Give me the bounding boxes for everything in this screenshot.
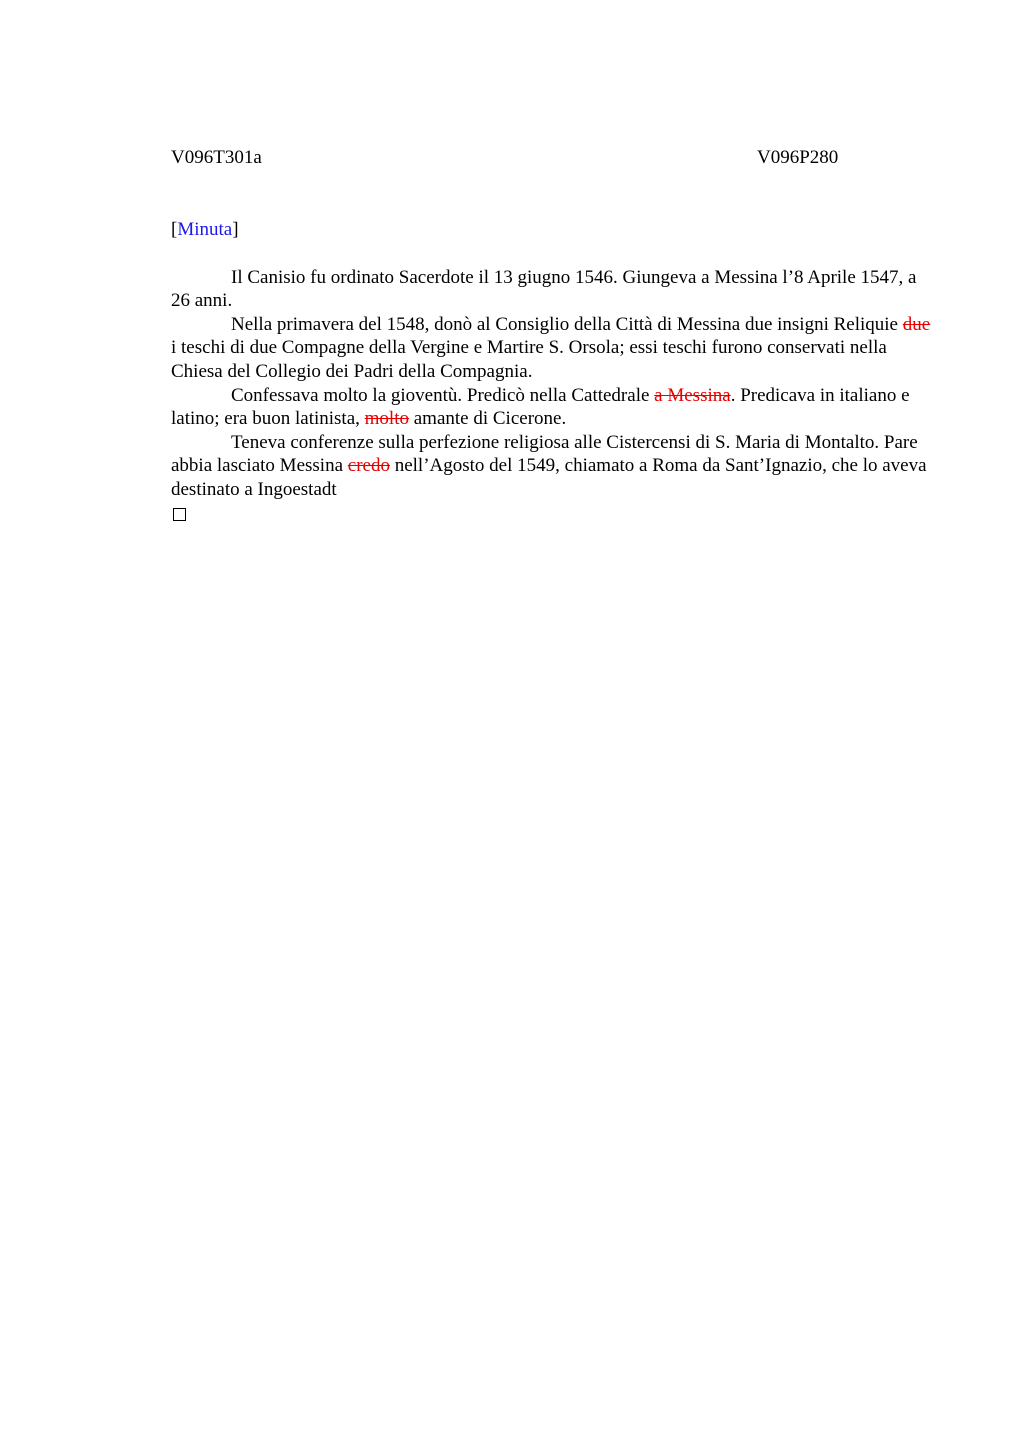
minuta-label [171, 218, 931, 242]
paragraph-4 [171, 431, 931, 502]
paragraph-3 [171, 384, 931, 431]
document-header [171, 146, 931, 170]
deleted-word-molto: molto [364, 408, 409, 430]
paragraph-2 [171, 313, 931, 384]
deleted-word-due: due [902, 313, 931, 335]
document-body [171, 266, 931, 521]
paragraph-2-text-b: i teschi di due Compagne della Vergine e Martire S. Orsola; essi teschi furono conservati nella Chiesa del Collegio dei Padri della Compagnia. [171, 337, 887, 382]
minuta-text: Minuta [177, 219, 233, 240]
open-bracket: [ [171, 219, 178, 240]
document-code-left: V096T301a [171, 147, 262, 168]
paragraph-1-text: Il Canisio fu ordinato Sacerdote il 13 giugno 1546. Giungeva a Messina l’8 Aprile 1547, a 26 anni. [171, 266, 917, 312]
close-bracket: ] [232, 219, 239, 240]
paragraph-4-text-b: nell’Agosto del 1549, chiamato a Roma da Sant’Ignazio, che lo aveva destinato a Ingoestadt [171, 455, 927, 500]
paragraph-3-text-b: . Predicava in italiano e latino; era buon latinista, [171, 384, 910, 430]
square-outline-icon [173, 508, 186, 521]
document-code-right: V096P280 [757, 147, 839, 168]
paragraph-3-text-c: amante di Cicerone. [409, 408, 567, 430]
deleted-word-credo: credo [347, 455, 390, 477]
document-page [171, 146, 931, 521]
paragraph-1 [171, 266, 931, 313]
paragraph-4-text-a: Teneva conferenze sulla perfezione religiosa alle Cistercensi di S. Maria di Montalto. Pare abbia lasciato Messina [171, 431, 918, 477]
deleted-words-a-messina: a Messina [654, 384, 731, 406]
paragraph-3-text-a: Confessava molto la gioventù. Predicò nella Cattedrale [231, 384, 655, 406]
paragraph-2-text-a: Nella primavera del 1548, donò al Consiglio della Città di Messina due insigni Reliquie [231, 313, 903, 335]
